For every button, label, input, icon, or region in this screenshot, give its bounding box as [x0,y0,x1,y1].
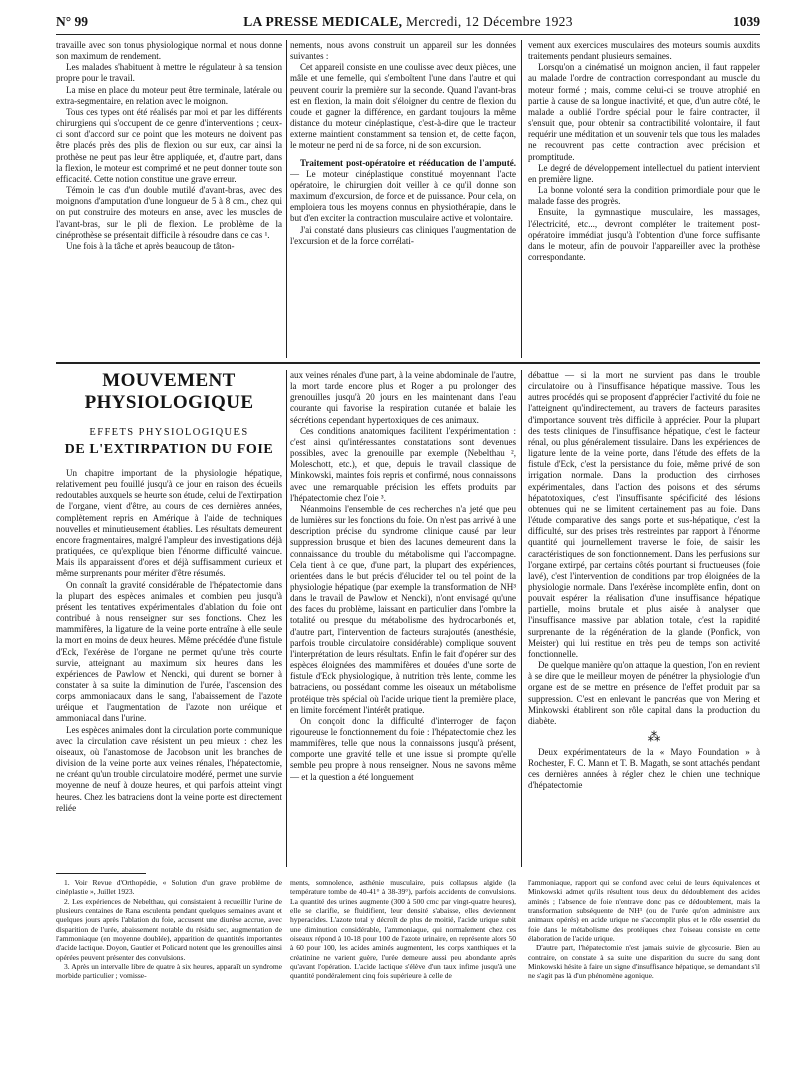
column-rule [521,40,522,358]
paragraph: Ces conditions anatomiques facilitent l'expérimentation : c'est ainsi qu'intéressantes constatations sont devenues possibles, avec la grenouille par exemple (Nebelthau ², Moleschott, etc.), et que, depuis le travail classique de Minkowski, maintes fois repris et confirmé, nous connaissons avec une remarquable précision les effets produits par l'hépatectomie chez l'oie ³. [290,425,516,503]
section-column-3 [528,370,760,867]
header-rule [56,34,760,35]
footnote: 2. Les expériences de Nebelthau, qui consistaient à recueillir l'urine de plusieurs centaines de Rana esculenta pendant quelques semaines avant et quelques jours après l'ablation du foie, accusent une diurèse accrue, avec disparition de l'urée, abaissement notable du résidu sec, augmentation de l'ammoniaque (en moyenne doublée), apparition de quantités importantes d'acide lactique. Doyon, Gautier et Policard notent que les grenouilles ainsi opérées peuvent présenter des convulsions. [56,896,282,962]
top-column-1 [56,40,282,358]
page-number: 1039 [733,14,760,29]
paragraph: débattue — si la mort ne survient pas dans le trouble circulatoire ou à l'insuffisance hépatique massive. Tous les autres procédés qui se proposent d'apprécier l'activité du foie ne l'atteignent qu'indirectement, au travers de facteurs parasites d'importance souvent très difficile à apprécier. Pour la plupart des tests cliniques de l'insuffisance hépatique, c'est le facteur rénal, ou plus généralement tissulaire. Dans les expériences de ligature lente de la veine porte, dans l'étude des effets de la fistule d'Eck, c'est la persistance du foie, même privé de son irrigation normale. Dans la production des cirrhoses expérimentales, dans l'action des poisons et des sérums hépatotoxiques, c'est l'insuffisante spécificité des lésions obtenues qui ne se limitent certainement pas au foie. Dans l'étude comparative des sangs porte et sus-hépatique, c'est la difficulté, sur des prises très restreintes par rapport à l'énorme quantité qui journellement traverse le foie, de saisir les caractéristiques de son fonctionnement. Dans les perfusions sur l'organe extirpé, par certains côtés pourtant si fructueuses (foie lavé), c'est l'intervention de conditions par trop éloignées de la physiologie normale. Dans l'exérèse incomplète enfin, dont on pouvait espérer la réalisation d'une insuffisance hépatique partielle, moins brutale et plus aisée à analyser que l'insuffisance massive par ablation totale, c'est la rapidité surprenante de la régénération de la glande (Ponfick, von Meister) qui lui restitue en très peu de temps son activité fonctionnelle. [528,370,760,659]
paragraph: Témoin le cas d'un double mutilé d'avant-bras, avec des moignons d'amputation d'une longueur de 5 à 8 cm., chez qui on put construire des moteurs en anse, avec les muscles de l'avant-bras, sur le pli de flexion. Le problème de la cinéprothèse se présentait difficile à résoudre dans ce cas ¹. [56,185,282,240]
paragraph: Tous ces types ont été réalisés par moi et par les différents chirurgiens qui s'occupent de ce genre d'interventions ; ceux-ci sont d'accord sur ce point que les moteurs ne doivent pas être placés près des plis de flexion ou sur eux, car ainsi la prothèse ne peut pas leur être appliquée, et, d'autre part, dans la flexion, le moteur est comprimé et ne peut donner toute son efficacité. Cette notion constitue une grave erreur. [56,106,282,184]
footnote: ments, somnolence, asthénie musculaire, puis collapsus algide (la température tombe de 40-41° à 38-39°), parfois accidents de convulsions. La quantité des urines augmente (300 à 500 cmc par vingt-quatre heures), elle se clarifie, se fluidifient, leur densité s'abaisse, elles deviennent hyperacides. L'azote total y décroît de plus de moitié, l'acide urique subit une diminution considérable, l'ammoniaque, qui normalement chez ces oiseaux répond à 10-18 pour 100 de l'azote urinaire, en représente alors 50 à 60 pour 100, les acides aminés augmentent, les corps xanthiques et la créatinine ne varient guère, l'urée demeure aussi peu abondante après qu'avant l'opération. L'acide lactique s'élève d'un taux infime jusqu'à une quantité pondéralement cinq fois supérieure à celle de [290,878,516,981]
running-title [56,14,760,30]
paragraph: nements, nous avons construit un appareil sur les données suivantes : [290,40,516,62]
journal-name: LA PRESSE MEDICALE, [243,14,403,29]
footnotes-column-2 [290,878,516,1074]
paragraph: Un chapitre important de la physiologie hépatique, relativement peu fouillé jusqu'à ce jour en raison des écueils redoutables auxquels se heurte son étude, celui de l'extirpation de l'organe, vient d'être, au cours de ces dernières années, complètement repris en Amérique à l'aide de techniques nouvelles et minutieusement établies. Les résultats demeurent encore fragmentaires, malgré l'ampleur des investigations déjà pratiquées, ce qu'explique bien l'énorme difficulté vaincue. Mais ils apparaissent d'ores et déjà suffisamment curieux et même surprenants pour mériter d'être résumés. [56,468,282,579]
top-column-3 [528,40,760,358]
paragraph: De quelque manière qu'on attaque la question, l'on en revient à se dire que le meilleur moyen de pénétrer la physiologie d'un organe est de se mettre en présence de l'effet produit par sa suppression. C'est en enlevant le pancréas que von Mering et Minkowski établirent son rôle capital dans la production du diabète. [528,660,760,726]
footnote: 1. Voir Revue d'Orthopédie, « Solution d'un grave problème de cinéplastie », Juillet 1923. [56,878,282,897]
top-column-2 [290,40,516,358]
paragraph: Cet appareil consiste en une coulisse avec deux pièces, une mâle et une femelle, qui s'emboîtent l'une dans l'autre et qui peuvent courir la première sur la seconde. Quand l'avant-bras est en flexion, la main doit s'éloigner du centre de flexion du coude et gagner la différence, en gardant toujours la même distance du moteur cinéplastique, c'est-à-dire que le tracteur externe maintient constamment sa tension et, de cette façon, le moteur ne perd ni de sa force, ni de son excursion. [290,62,516,151]
paragraph: J'ai constaté dans plusieurs cas cliniques l'augmentation de l'excursion et de la force corrélati- [290,224,516,246]
footnote-rule [56,873,146,874]
issue-date: Mercredi, 12 Décembre 1923 [406,14,573,29]
section-column-1 [56,370,282,867]
paragraph [290,158,516,225]
footnote: 3. Après un intervalle libre de quatre à six heures, apparaît un syndrome morbide particulier ; vomisse- [56,962,282,981]
paragraph: Une fois à la tâche et après beaucoup de tâton- [66,240,235,251]
paragraph: Le degré de développement intellectuel du patient intervient en première ligne. [528,162,760,184]
paragraph: La bonne volonté sera la condition primordiale pour que le malade fasse des progrès. [528,185,760,207]
footnotes-column-1 [56,878,282,1074]
paragraph: travaille avec son tonus physiologique normal et nous donne son maximum de rendement. [56,40,282,62]
asterism: ⁂ [647,729,661,744]
footnote: l'ammoniaque, rapport qui se confond avec celui de leurs équivalences et Minkowski admet qu'ils résultent tous deux du dédoublement des acides aminés ; l'absence de foie n'entrave donc pas ce dédoublement, mais la transformation subséquente de NH³ (ou de l'urée qu'on administre aux animaux opérés) en acide urique ne s'accomplit plus et le rôle essentiel du foie dans le métabolisme des protéiques chez l'oiseau consiste en cette élaboration de l'acide urique. [528,878,760,944]
page-header [56,12,760,34]
paragraph: Deux expérimentateurs de la « Mayo Foundation » à Rochester, F. C. Mann et T. B. Magath, se sont attachés pendant ces dernières années à régler chez le chien une technique d'hépatectomie [528,747,760,791]
footnote: D'autre part, l'hépatectomie n'est jamais suivie de glycosurie. Bien au contraire, on constate à sa suite une disparition du sucre du sang dont Minkowski hésite à faire un signe d'insuffisance hépatique, se demandant s'il ne s'agit pas là d'un phénomène agonique. [528,943,760,981]
paragraph: La mise en place du moteur peut être terminale, latérale ou extra-segmentaire, en relation avec le moignon. [56,84,282,106]
article-kicker: EFFETS PHYSIOLOGIQUES [89,427,249,438]
issue-number: N° 99 [56,14,89,29]
column-rule [286,40,287,358]
paragraph: Les espèces animales dont la circulation porte communique avec la circulation cave résistent un peu mieux : chez les oiseaux, où l'anastomose de Jacobson unit les branches de division de la veine porte aux veines rénales, l'hépatectomie, ne créant qu'un trouble circulatoire modéré, permet une survie moyenne de neuf à douze heures, et qui parfois atteint vingt heures. Chez les batraciens dont la veine porte est directement reliée [56,724,282,813]
column-rule [286,370,287,867]
section-title: MOUVEMENT PHYSIOLOGIQUE [84,370,254,413]
paragraph: Les malades s'habituent à mettre le régulateur à sa tension propre pour le travail. [56,62,282,84]
paragraph: vement aux exercices musculaires des moteurs soumis auxdits traitements pendant plusieurs semaines. [528,40,760,62]
section-rule [56,362,760,364]
paragraph: Lorsqu'on a cinématisé un moignon ancien, il faut rappeler au malade l'ordre de contraction correspondant au muscle du moteur formé ; mais, comme celui-ci se trouve atrophié en partie à cause de sa longue inactivité, et que, d'un autre côté, le malade a oublié l'ordre spécial pour le faire contracter, il s'ensuit que, pour obtenir sa contractibilité volontaire, il faut requérir une méditation et un souvenir tels que tous les malades ne recouvrent pas cette contraction avec précision et promptitude. [528,62,760,162]
paragraph: aux veines rénales d'une part, à la veine abdominale de l'autre, la mort tarde encore plus et Roger a pu prolonger des grenouilles jusqu'à 20 jours en les maintenant dans l'eau courante qui favorise la respiration cutanée et balaie les sécrétions cependant hypertoxiques de ces animaux. [290,370,516,425]
paragraph-text: — Le moteur cinéplastique constitué moyennant l'acte opératoire, le chirurgien doit veiller à ce qu'il donne son maximum d'excursion, de force et de puissance. Pour cela, on emploiera tous les moyens connus en physiothérapie, dans le but d'en exciter la contraction musculaire active et volontaire. [290,168,516,224]
paragraph: Ensuite, la gymnastique musculaire, les massages, l'électricité, etc..., devront compléter le traitement post-opératoire immédiat jusqu'à l'obtention d'une force suffisante dans le moteur, afin de pouvoir l'appareiller avec la prothèse correspondante. [528,207,760,262]
article-heading: DE L'EXTIRPATION DU FOIE [64,442,274,457]
subheading: Traitement post-opératoire et rééducation de l'amputé. [300,157,516,168]
column-rule [521,370,522,867]
paragraph: Néanmoins l'ensemble de ces recherches n'a jeté que peu de lumières sur les fonctions du foie. On n'est pas arrivé à une description précise du syndrome clinique causé par leur suppression brusque et bien des lacunes demeurent dans la connaissance du trouble du métabolisme qui l'accompagne. Cela tient à ce que, d'une part, la plupart des expériences, orientées dans le but précis d'élucider tel ou tel point de la physiologie hépatique (par exemple la transformation de NH³ dans le travail de Pawlow et Nencki), n'ont envisagé qu'une des faces du problème, laissant en particulier dans l'ombre la totalité ou presque du métabolisme des hydrocarbonés et, d'autre part, l'intervention de facteurs surajoutés (anesthésie, parfois trouble circulatoire considérable) complique souvent l'interprétation de leurs résultats. Enfin le fait d'opérer sur des espèces éloignées des mammifères et douées d'une sorte de fistule d'Eck physiologique, à nutrition très lente, comme les batraciens, ou possédant comme les oiseaux un métabolisme protéique très spécial où l'acide urique tient la première place, en limite forcément l'intérêt pratique. [290,503,516,715]
paragraph: On conçoit donc la difficulté d'interroger de façon rigoureuse le fonctionnement du foie : l'hépatectomie chez les mammifères, telle que nous la connaissons jusqu'à présent, comporte une gravité telle et une issue si prompte qu'elle semble peu propre à nous renseigner. Nous ne savons même — et la question a été longuement [290,715,516,782]
section-column-2 [290,370,516,867]
paragraph: On connaît la gravité considérable de l'hépatectomie dans la plupart des espèces animales et combien peu jusqu'à présent les tentatives expérimentales d'ablation du foie ont contribué à nous renseigner sur ses fonctions. Chez les mammifères, la ligature de la veine porte entraîne à elle seule la mort en moins de deux heures. Même précédée d'une fistule d'Eck, l'exérèse de l'organe ne permet qu'une très courte survie, atteignant au maximum six heures dans les expériences de Pawlow et Nencki, qui durent se borner à constater à sa suite la diminution de l'urée, l'ascension des corps ammoniacaux dans le sang, l'abaissement de l'azote uréique et l'augmentation de l'azote non uréique et ammoniacal dans l'urine. [56,579,282,724]
footnotes-column-3 [528,878,760,1074]
